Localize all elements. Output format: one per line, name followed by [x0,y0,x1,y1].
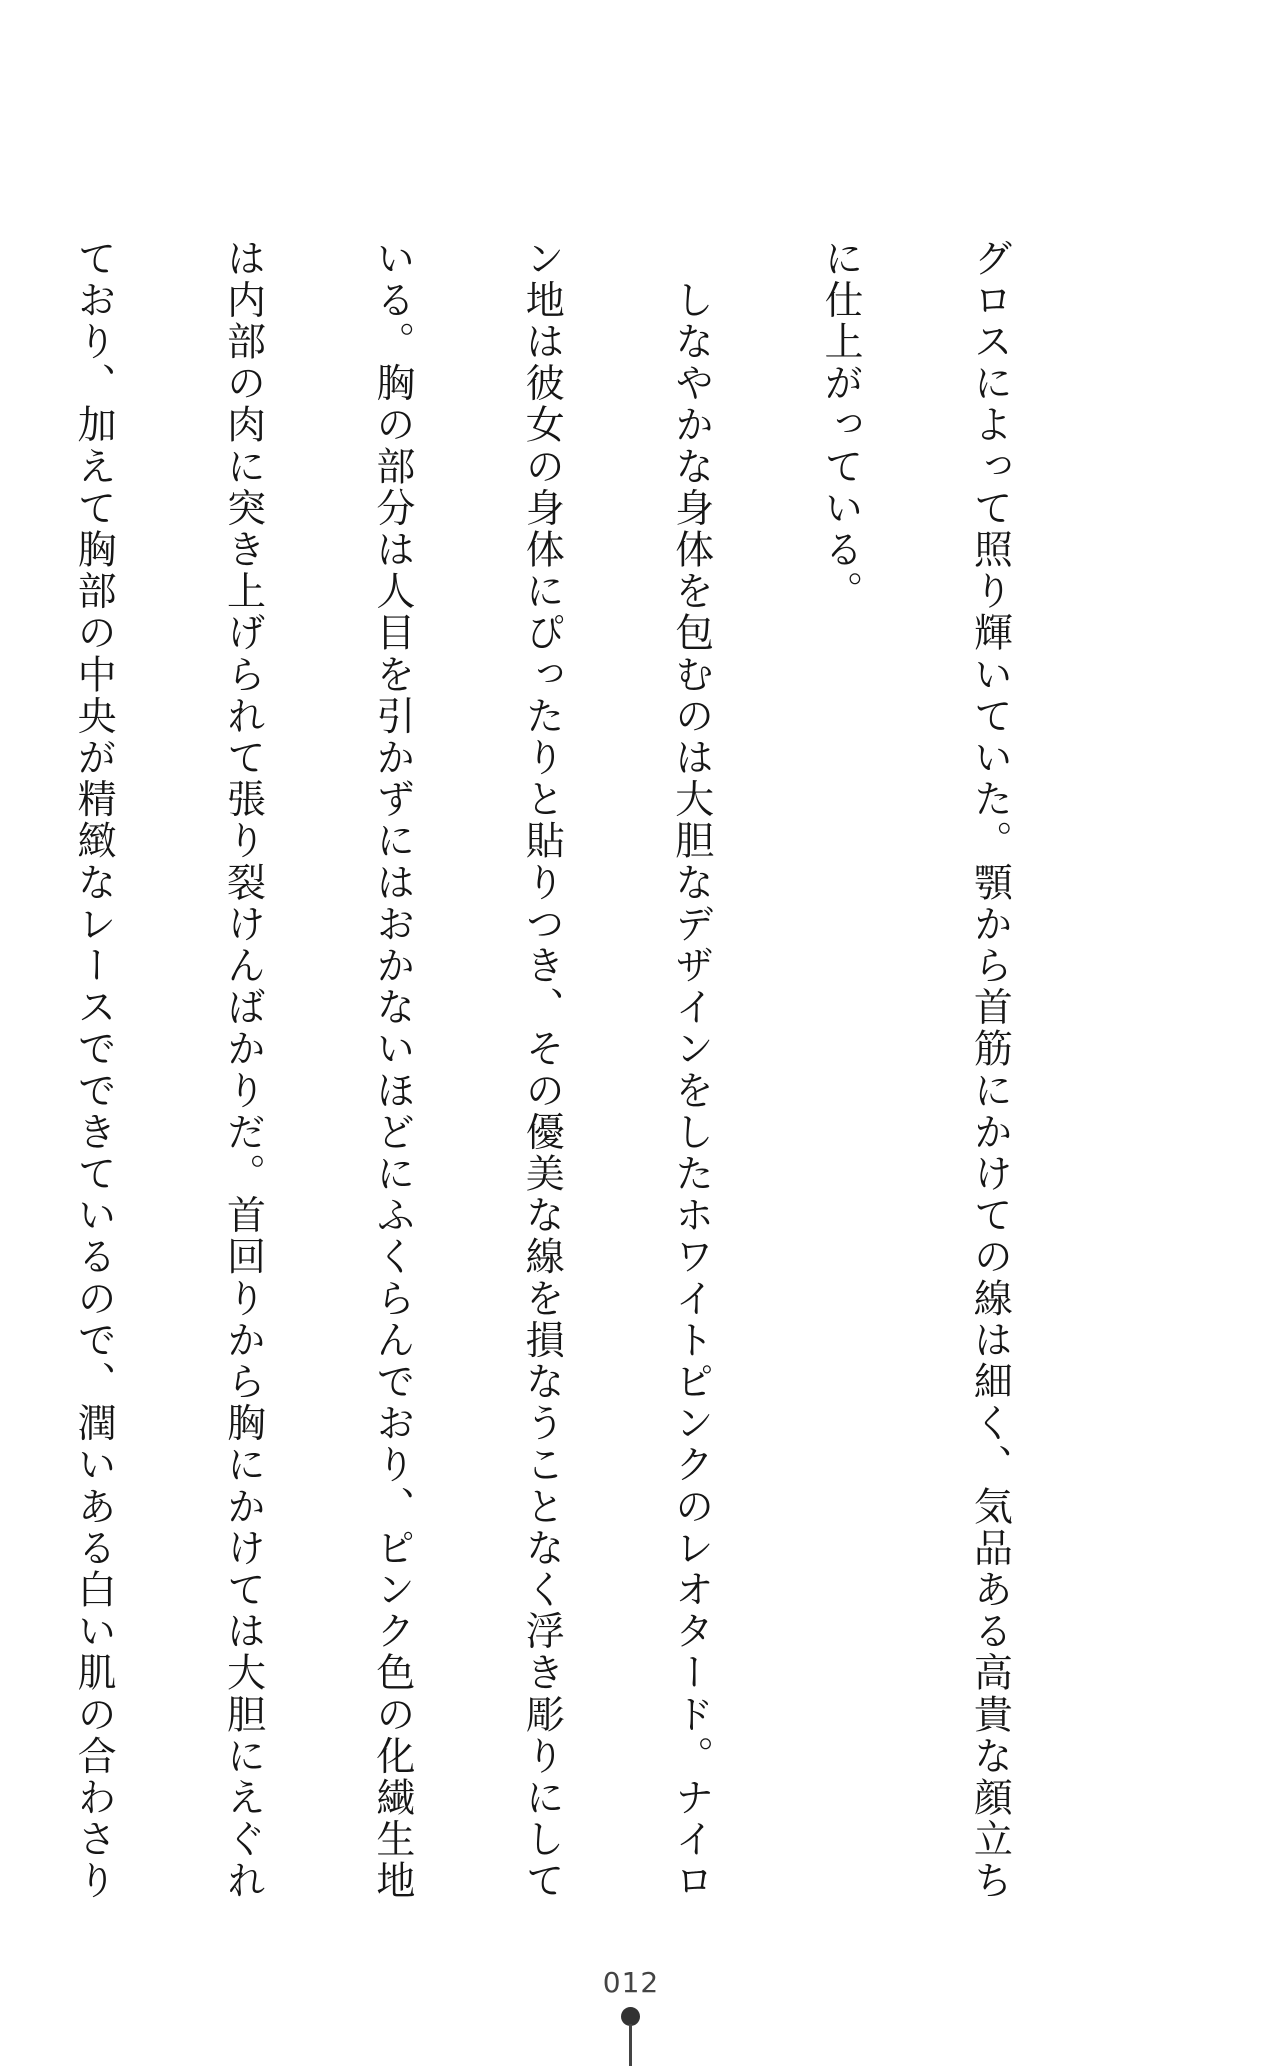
text-line: は内部の肉に突き上げられて張り裂けんばかりだ。首回りから胸にかけては大胆にえぐれ [220,238,266,1902]
body-text [0,238,1114,1902]
text-line: しなやかな身体を包むのは大胆なデザインをしたホワイトピンクのレオタード。ナイロ [668,238,714,1902]
text-line: グロスによって照り輝いていた。顎から首筋にかけての線は細く、気品ある高貴な顔立ち [967,238,1013,1902]
text-line: ており、加えて胸部の中央が精緻なレースでできているので、潤いある白い肌の合わさり [71,238,117,1902]
page-number: 012 [602,1966,660,1999]
text-line: いる。胸の部分は人目を引かずにはおかないほどにふくらんでおり、ピンク色の化繊生地 [369,238,415,1902]
text-line: に仕上がっている。 [818,238,864,613]
text-line: ン地は彼女の身体にぴったりと貼りつき、その優美な線を損なうことなく浮き彫りにして [519,238,565,1902]
page-marker-line [629,2024,632,2066]
